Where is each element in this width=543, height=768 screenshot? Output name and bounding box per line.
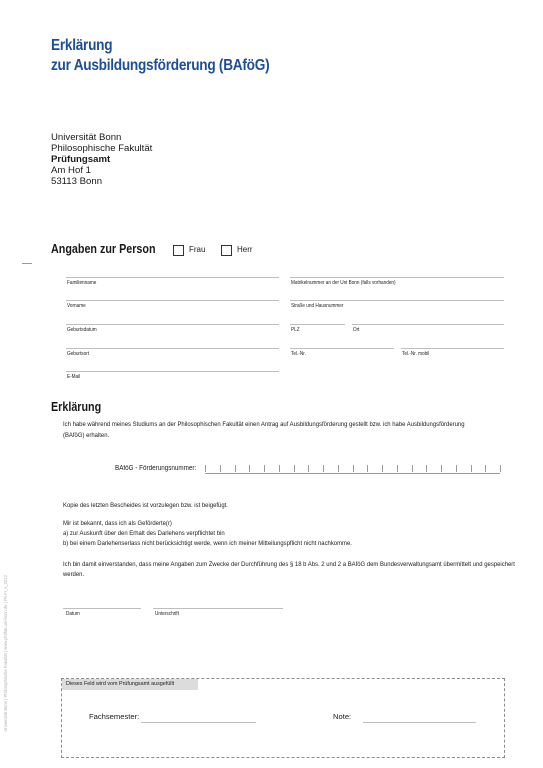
digit-separator — [426, 465, 427, 472]
form-title-line1: Erklärung — [51, 37, 113, 54]
digit-separator — [294, 465, 295, 472]
geburtsort-field[interactable] — [66, 348, 279, 349]
digit-separator — [382, 465, 383, 472]
fachsemester-label: Fachsemester: — [89, 712, 140, 721]
datum-field[interactable] — [63, 608, 141, 609]
herr-label: Herr — [237, 245, 253, 254]
address-city: 53113 Bonn — [51, 176, 103, 187]
note-field[interactable] — [363, 722, 476, 723]
tel-mobil-field[interactable] — [401, 348, 504, 349]
geburtsdatum-label: Geburtsdatum — [67, 327, 97, 333]
frau-checkbox[interactable] — [173, 245, 184, 256]
plz-field[interactable] — [290, 324, 345, 325]
familienname-field[interactable] — [66, 277, 279, 278]
geburtsdatum-field[interactable] — [66, 324, 279, 325]
plz-label: PLZ — [291, 327, 300, 333]
email-label: E-Mail — [67, 374, 81, 380]
declaration-heading: Erklärung — [51, 400, 102, 414]
digit-separator — [323, 465, 324, 472]
digit-separator — [220, 465, 221, 472]
digit-separator — [456, 465, 457, 472]
einverstanden-line1: Ich bin damit einverstanden, dass meine Angaben zum Zwecke der Durchführung des § 18 b Abs. 2 und 2 a BAföG dem Bundesverwaltungsamt übermittelt und gespeichert — [63, 561, 515, 568]
digit-separator — [485, 465, 486, 472]
bekannt-line3: b) bei einem Darlehenserlass nicht berücksichtigt werde, wenn ich meiner Mitteilungspflicht nicht nachkomme. — [63, 540, 352, 547]
office-use-tab — [62, 679, 198, 690]
unterschrift-field[interactable] — [153, 608, 283, 609]
digit-separator — [500, 465, 501, 472]
tel-label: Tel.-Nr. — [291, 351, 306, 357]
tel-field[interactable] — [290, 348, 394, 349]
bekannt-line1: Mir ist bekannt, dass ich als Geförderte(r) — [63, 520, 172, 527]
digit-separator — [279, 465, 280, 472]
fachsemester-field[interactable] — [141, 722, 256, 723]
person-section-heading: Angaben zur Person — [51, 242, 156, 256]
form-title-line2: zur Ausbildungsförderung (BAföG) — [51, 57, 270, 74]
digit-separator — [264, 465, 265, 472]
email-field[interactable] — [66, 371, 279, 372]
address-faculty: Philosophische Fakultät — [51, 143, 153, 154]
digit-separator — [338, 465, 339, 472]
vorname-field[interactable] — [66, 300, 279, 301]
geburtsort-label: Geburtsort — [67, 351, 90, 357]
digit-separator — [367, 465, 368, 472]
digit-separator — [397, 465, 398, 472]
tel-mobil-label: Tel.-Nr. mobil — [402, 351, 430, 357]
address-street: Am Hof 1 — [51, 165, 91, 176]
digit-separator — [235, 465, 236, 472]
strasse-label: Straße und Hausnummer — [291, 303, 344, 309]
declaration-para-line2: (BAföG) erhalten. — [63, 432, 110, 439]
foerderungsnummer-field[interactable] — [205, 465, 500, 474]
side-reference-text: Universität Bonn | Philosophische Fakultät | www.philfak.uni-bonn.de | PA FI_s_2012 — [3, 575, 8, 732]
unterschrift-label: Unterschrift — [155, 611, 179, 617]
datum-label: Datum — [66, 611, 80, 617]
familienname-label: Familienname — [67, 280, 97, 286]
frau-label: Frau — [189, 245, 206, 254]
address-office: Prüfungsamt — [51, 154, 111, 165]
einverstanden-line2: werden. — [63, 571, 85, 578]
digit-separator — [441, 465, 442, 472]
digit-separator — [471, 465, 472, 472]
note-label: Note: — [333, 712, 352, 721]
ort-label: Ort — [353, 327, 360, 333]
declaration-para-line1: Ich habe während meines Studiums an der Philosophischen Fakultät einen Antrag auf Ausbildungsförderung gestellt bzw. ich habe Ausbildungsförderung — [63, 421, 465, 428]
matrikelnummer-field[interactable] — [290, 277, 504, 278]
herr-checkbox[interactable] — [221, 245, 232, 256]
digit-separator — [353, 465, 354, 472]
strasse-field[interactable] — [290, 300, 504, 301]
digit-separator — [412, 465, 413, 472]
office-use-tab-label: Dieses Feld wird vom Prüfungsamt ausgefüllt — [66, 681, 175, 687]
bekannt-line2: a) zur Auskunft über den Erhalt des Darlehens verpflichtet bin — [63, 530, 225, 537]
digit-separator — [249, 465, 250, 472]
digit-separator — [308, 465, 309, 472]
kopie-note: Kopie des letzten Bescheides ist vorzulegen bzw. ist beigefügt. — [63, 502, 228, 509]
fold-mark — [22, 263, 32, 264]
ort-field[interactable] — [352, 324, 504, 325]
digit-separator — [205, 465, 206, 472]
foerderungsnummer-label: BAföG - Förderungsnummer: — [115, 465, 197, 472]
address-university: Universität Bonn — [51, 132, 122, 143]
vorname-label: Vorname — [67, 303, 86, 309]
matrikelnummer-label: Matrikelnummer an der Uni Bonn (falls vorhanden) — [291, 280, 396, 286]
